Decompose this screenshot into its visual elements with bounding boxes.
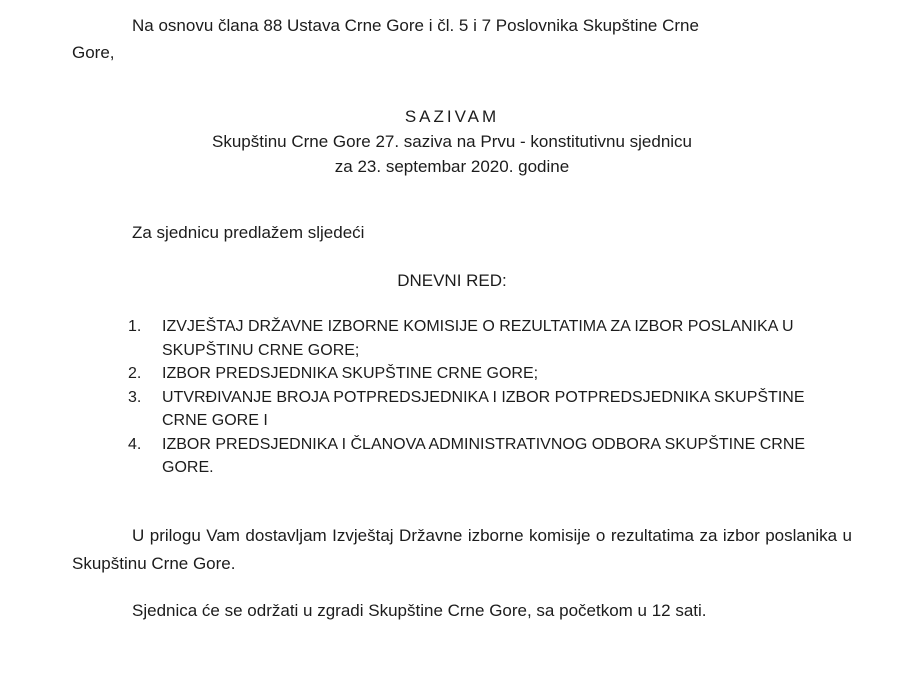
intro-line-2: Gore, <box>72 43 115 62</box>
agenda-item <box>128 433 858 480</box>
summons-title: SAZIVAM <box>404 107 500 126</box>
agenda-item-line: GORE. <box>162 459 214 476</box>
summons-line-2: za 23. septembar 2020. godine <box>334 157 570 176</box>
intro-line-1: Na osnovu člana 88 Ustava Crne Gore i čl. 5 i 7 Poslovnika Skupštine Crne <box>132 16 699 35</box>
agenda-item-line: UTVRĐIVANJE BROJA POTPREDSJEDNIKA I IZBOR POTPREDSJEDNIKA SKUPŠTINE <box>162 388 805 406</box>
agenda-list <box>128 315 858 480</box>
agenda-item-number: 2. <box>128 365 142 382</box>
agenda-item-line: IZVJEŠTAJ DRŽAVNE IZBORNE KOMISIJE O REZULTATIMA ZA IZBOR POSLANIKA U <box>162 318 794 335</box>
agenda-item-line: IZBOR PREDSJEDNIKA SKUPŠTINE CRNE GORE; <box>162 365 539 382</box>
agenda-item <box>128 362 858 386</box>
session-paragraph: Sjednica će se održati u zgradi Skupštine Crne Gore, sa početkom u 12 sati. <box>132 601 707 620</box>
agenda-item-line: CRNE GORE I <box>162 412 268 429</box>
agenda-heading: DNEVNI RED: <box>397 271 507 290</box>
agenda-item-number: 1. <box>128 318 142 335</box>
proposal-text: Za sjednicu predlažem sljedeći <box>132 223 365 242</box>
agenda-item-line: SKUPŠTINU CRNE GORE; <box>162 341 360 359</box>
agenda-item-number: 4. <box>128 435 142 453</box>
agenda-item <box>128 315 858 362</box>
summons-line-1: Skupštinu Crne Gore 27. saziva na Prvu - konstitutivnu sjednicu <box>211 132 693 151</box>
agenda-item <box>128 386 858 433</box>
agenda-item-line: IZBOR PREDSJEDNIKA I ČLANOVA ADMINISTRATIVNOG ODBORA SKUPŠTINE CRNE <box>162 435 806 453</box>
attachment-paragraph: U prilogu Vam dostavljam Izvještaj Državne izborne komisije o rezultatima za izbor poslanika u Skupštinu Crne Gore. <box>72 526 852 573</box>
agenda-item-number: 3. <box>128 388 142 406</box>
